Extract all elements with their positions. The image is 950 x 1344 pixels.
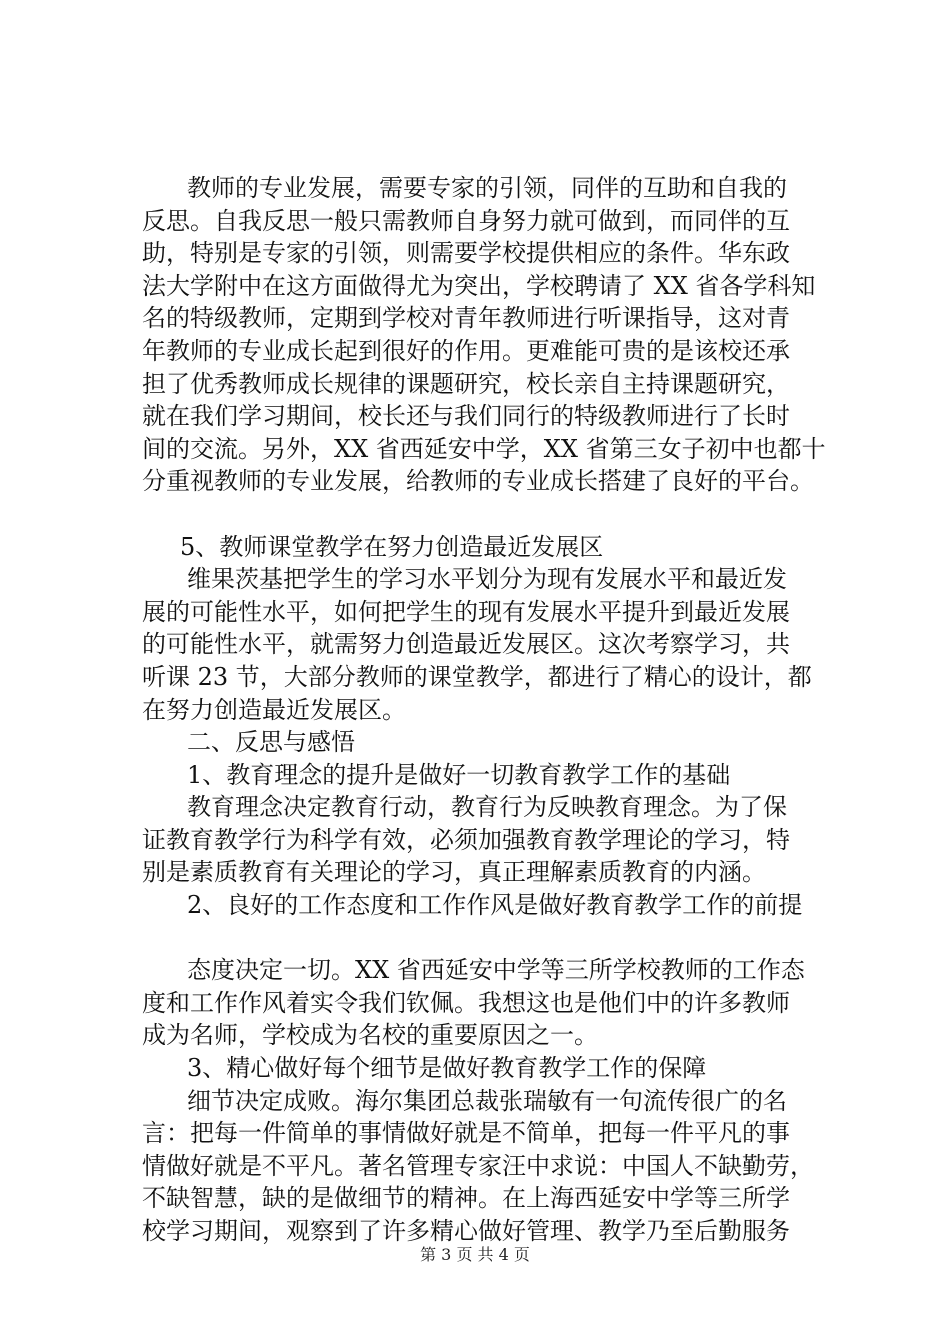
document-body: [142, 172, 842, 1248]
paragraph-line: 听课 23 节，大部分教师的课堂教学，都进行了精心的设计，都: [142, 662, 812, 691]
paragraph-gap: [142, 498, 842, 531]
paragraph-line: 展的可能性水平，如何把学生的现有发展水平提升到最近发展: [142, 597, 790, 626]
paragraph-line: 度和工作作风着实令我们钦佩。我想这也是他们中的许多教师: [142, 988, 790, 1017]
paragraph-line: 别是素质教育有关理论的学习，真正理解素质教育的内涵。: [142, 858, 766, 887]
paragraph-line: 的可能性水平，就需努力创造最近发展区。这次考察学习，共: [142, 630, 790, 659]
paragraph-line: 就在我们学习期间，校长还与我们同行的特级教师进行了长时: [142, 402, 790, 431]
paragraph-gap: [142, 922, 842, 955]
paragraph-line: 言：把每一件简单的事情做好就是不简单，把每一件平凡的事: [142, 1119, 790, 1148]
paragraph-line: 成为名师，学校成为名校的重要原因之一。: [142, 1021, 598, 1050]
section-heading: 1、教育理念的提升是做好一切教育教学工作的基础: [187, 760, 731, 789]
section-heading: 二、反思与感悟: [187, 728, 355, 757]
paragraph-line: 细节决定成败。海尔集团总裁张瑞敏有一句流传很广的名: [187, 1086, 787, 1115]
paragraph-line: 反思。自我反思一般只需教师自身努力就可做到，而同伴的互: [142, 206, 790, 235]
paragraph-line: 不缺智慧，缺的是做细节的精神。在上海西延安中学等三所学: [142, 1184, 790, 1213]
section-heading: 2、良好的工作态度和工作作风是做好教育教学工作的前提: [187, 891, 803, 920]
section-heading: 5、教师课堂教学在努力创造最近发展区: [180, 532, 604, 561]
paragraph-line: 校学习期间，观察到了许多精心做好管理、教学乃至后勤服务: [142, 1217, 790, 1245]
paragraph-line: 在努力创造最近发展区。: [142, 695, 406, 724]
paragraph-line: 助，特别是专家的引领，则需要学校提供相应的条件。华东政: [142, 239, 790, 268]
paragraph-line: 法大学附中在这方面做得尤为突出，学校聘请了 XX 省各学科知: [142, 271, 816, 300]
paragraph-line: 间的交流。另外，XX 省西延安中学，XX 省第三女子初中也都十: [142, 434, 826, 463]
paragraph-line: 证教育教学行为科学有效，必须加强教育教学理论的学习，特: [142, 825, 790, 854]
section-heading: 3、精心做好每个细节是做好教育教学工作的保障: [187, 1054, 707, 1083]
paragraph-line: 分重视教师的专业发展，给教师的专业成长搭建了良好的平台。: [142, 467, 814, 496]
paragraph-line: 情做好就是不平凡。著名管理专家汪中求说：中国人不缺勤劳，: [142, 1151, 814, 1180]
paragraph-line: 维果茨基把学生的学习水平划分为现有发展水平和最近发: [187, 565, 787, 594]
paragraph-line: 担了优秀教师成长规律的课题研究，校长亲自主持课题研究，: [142, 369, 790, 398]
paragraph-line: 名的特级教师，定期到学校对青年教师进行听课指导，这对青: [142, 304, 790, 333]
paragraph-line: 态度决定一切。XX 省西延安中学等三所学校教师的工作态: [187, 956, 805, 985]
page-footer: 第 3 页 共 4 页: [420, 1245, 530, 1264]
paragraph-line: 教育理念决定教育行动，教育行为反映教育理念。为了保: [187, 793, 787, 822]
paragraph-line: 年教师的专业成长起到很好的作用。更难能可贵的是该校还承: [142, 336, 790, 365]
paragraph-line: 教师的专业发展，需要专家的引领，同伴的互助和自我的: [187, 174, 787, 202]
